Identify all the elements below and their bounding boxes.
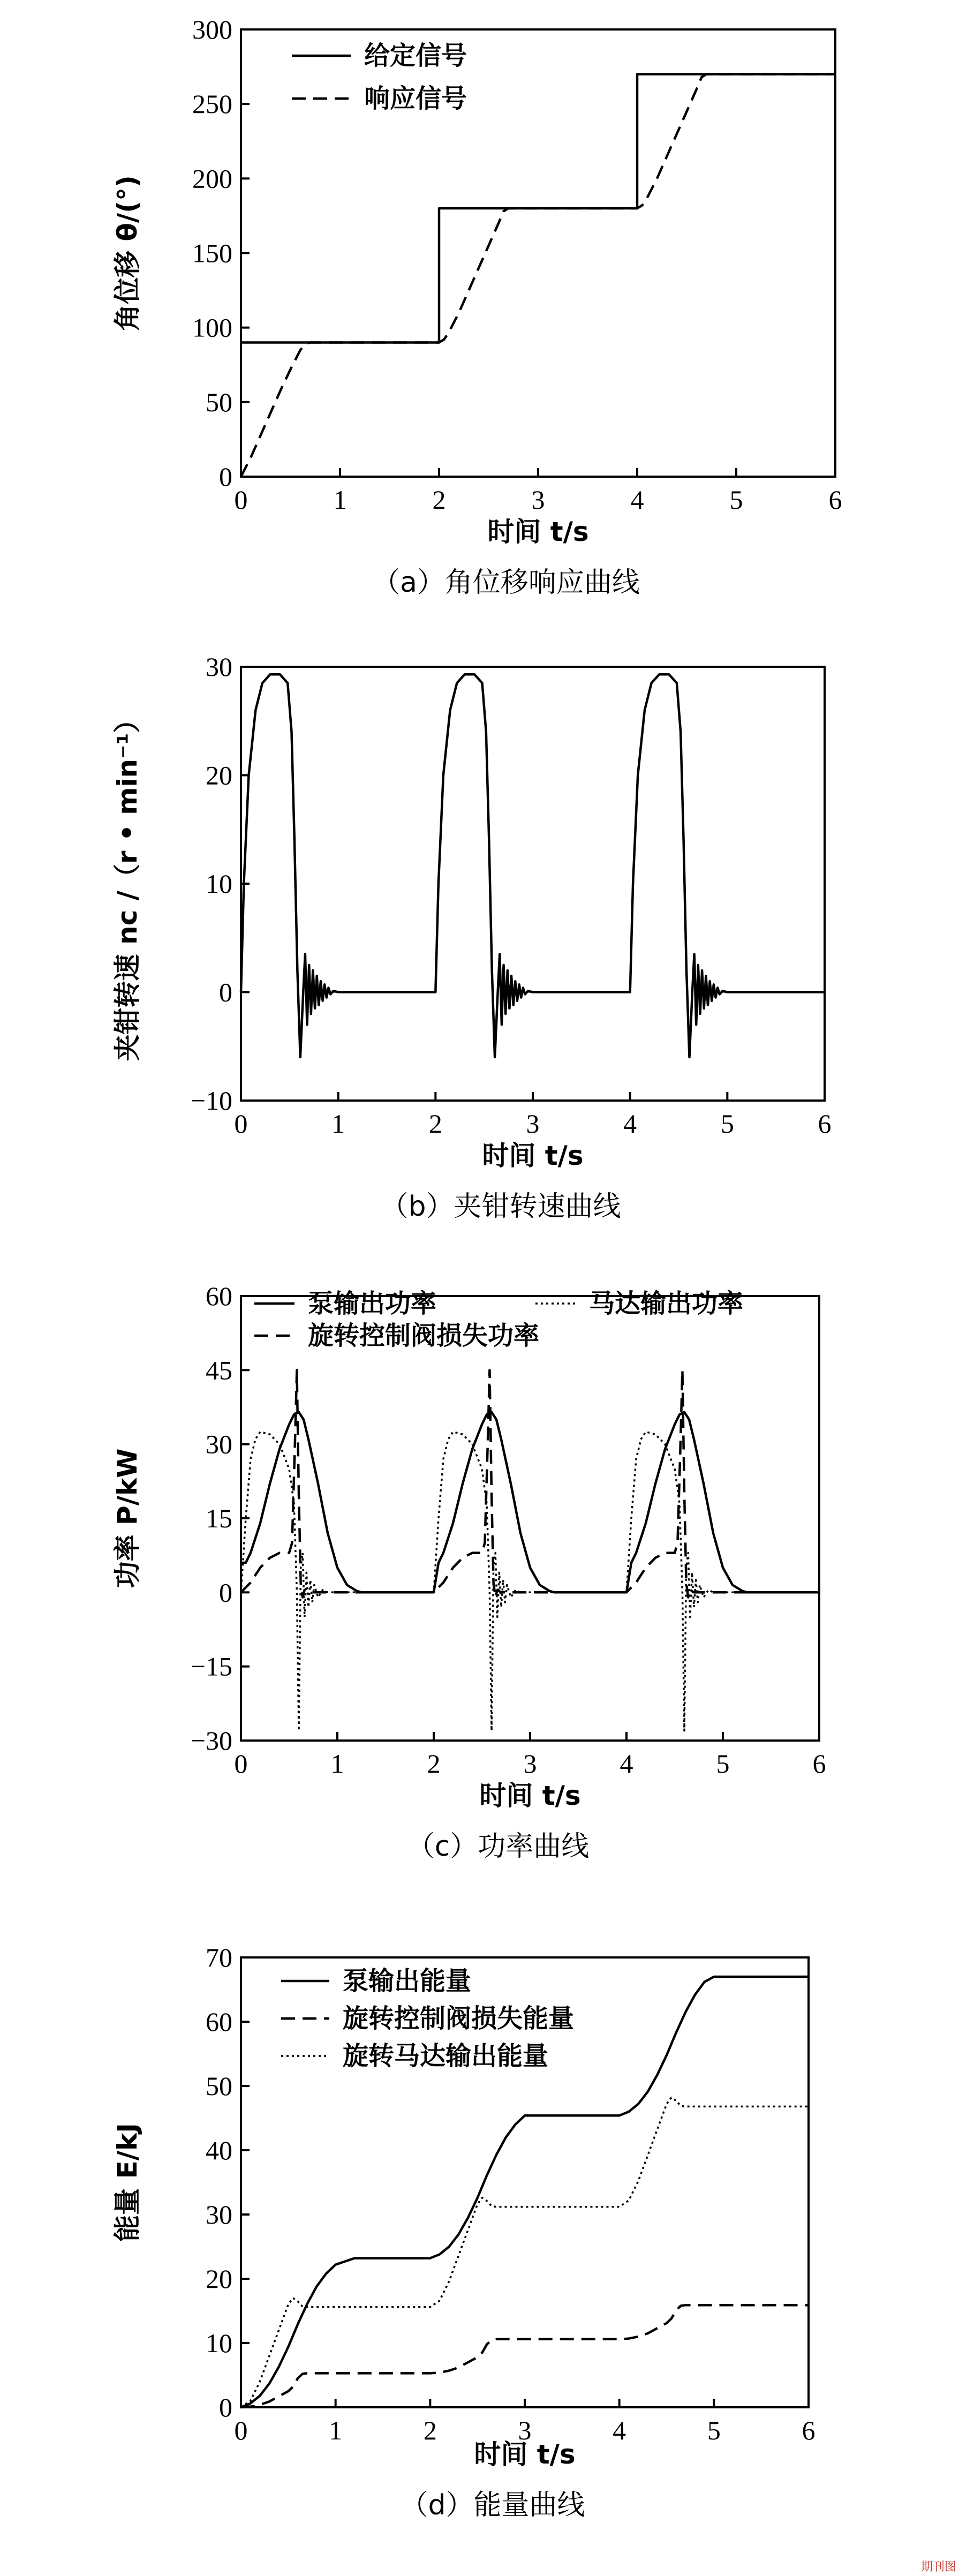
panel-c-power: [112, 1281, 826, 1863]
x-tick-label: 4: [630, 485, 644, 515]
panel-c-y-axis-label: 功率 P/kW: [112, 1448, 143, 1588]
series-line-d-1: [241, 2305, 809, 2407]
y-tick-label: 20: [206, 760, 232, 790]
x-tick-label: 5: [729, 485, 743, 515]
panel-b-caption: （b）夹钳转速曲线: [380, 1191, 621, 1223]
series-line-a-0: [241, 74, 835, 343]
y-tick-label: 0: [219, 2392, 232, 2422]
y-tick-label: 40: [206, 2135, 232, 2165]
panel-c-series: [241, 1370, 819, 1730]
y-tick-label: 10: [206, 2328, 232, 2358]
x-tick-label: 3: [526, 1109, 540, 1139]
series-line-c-1: [241, 1432, 819, 1731]
panel-c-ticks: [191, 1281, 826, 1779]
x-tick-label: 6: [802, 2415, 816, 2445]
x-tick-label: 1: [331, 1109, 345, 1139]
panel-a-angular-displacement: [112, 14, 842, 599]
x-tick-label: 6: [818, 1109, 832, 1139]
panel-d-legend-label-pump: 泵输出能量: [343, 1966, 472, 1996]
x-tick-label: 1: [329, 2415, 343, 2445]
y-tick-label: 250: [192, 89, 232, 119]
panel-b-plot-frame: [241, 667, 825, 1101]
panel-c-legend-label-pump: 泵输出功率: [308, 1289, 437, 1319]
x-tick-label: 6: [812, 1749, 826, 1779]
y-tick-label: 30: [206, 2200, 232, 2229]
panel-d-energy: [112, 1942, 816, 2521]
x-tick-label: 4: [620, 1749, 633, 1779]
y-tick-label: 200: [192, 163, 232, 194]
y-tick-label: 60: [206, 1281, 232, 1311]
y-tick-label: 0: [219, 977, 232, 1007]
x-tick-label: 0: [234, 2415, 248, 2445]
panel-a-plot-frame: [241, 29, 835, 477]
panel-c-x-axis-label: 时间 t/s: [479, 1780, 581, 1811]
x-tick-label: 1: [333, 485, 347, 515]
y-tick-label: 150: [192, 238, 232, 268]
x-tick-label: 2: [427, 1749, 441, 1779]
panel-a-legend-label-given: 给定信号: [364, 41, 467, 71]
panel-d-caption: （d）能量曲线: [400, 2489, 585, 2521]
x-tick-label: 1: [330, 1749, 344, 1779]
panel-a-y-axis-label: 角位移 θ/(°): [112, 175, 143, 331]
y-tick-label: 30: [206, 652, 232, 682]
y-tick-label: 15: [206, 1503, 232, 1533]
series-line-c-0: [241, 1412, 819, 1593]
watermark: 期刊图: [921, 2560, 957, 2574]
y-tick-label: 45: [206, 1355, 232, 1385]
x-tick-label: 5: [716, 1749, 730, 1779]
x-tick-label: 6: [828, 485, 842, 515]
y-tick-label: 20: [206, 2264, 232, 2294]
x-tick-label: 4: [623, 1109, 637, 1139]
panel-d-legend-label-motor: 旋转马达输出能量: [343, 2041, 549, 2071]
panel-c-legend: [254, 1289, 743, 1351]
panel-a-series: [241, 74, 835, 477]
x-tick-label: 0: [234, 1749, 248, 1779]
x-tick-label: 5: [720, 1109, 734, 1139]
y-tick-label: 50: [206, 2071, 232, 2101]
series-line-a-1: [241, 74, 835, 477]
y-tick-label: −15: [190, 1651, 232, 1682]
panel-d-legend-label-valve: 旋转控制阀损失能量: [343, 2003, 575, 2033]
x-tick-label: 4: [613, 2415, 626, 2445]
x-tick-label: 2: [428, 1109, 442, 1139]
x-tick-label: 2: [432, 485, 446, 515]
panel-c-caption: （c）功率曲线: [406, 1831, 590, 1863]
x-tick-label: 0: [234, 485, 248, 515]
series-line-b-0: [241, 674, 825, 1057]
x-tick-label: 3: [518, 2415, 532, 2445]
panel-a-x-axis-label: 时间 t/s: [487, 516, 589, 547]
panel-b-x-axis-label: 时间 t/s: [482, 1140, 584, 1171]
y-tick-label: 30: [206, 1429, 232, 1459]
panel-a-legend: [292, 41, 467, 114]
panel-b-series: [241, 674, 825, 1057]
y-tick-label: 0: [219, 462, 232, 492]
y-tick-label: 70: [206, 1942, 232, 1972]
y-tick-label: 50: [206, 387, 232, 417]
panel-a-ticks: [192, 14, 842, 515]
x-tick-label: 3: [531, 485, 545, 515]
y-tick-label: 0: [219, 1577, 232, 1608]
y-tick-label: −30: [190, 1726, 232, 1756]
y-tick-label: −10: [190, 1086, 232, 1116]
panel-a-legend-label-response: 响应信号: [364, 84, 467, 114]
panel-a-caption: （a）角位移响应曲线: [372, 567, 640, 599]
panel-c-legend-label-valve: 旋转控制阀损失功率: [308, 1321, 540, 1351]
series-line-d-2: [241, 2098, 809, 2407]
x-tick-label: 2: [423, 2415, 437, 2445]
panel-c-legend-label-motor: 马达输出功率: [589, 1289, 744, 1319]
panel-d-y-axis-label: 能量 E/kJ: [112, 2123, 143, 2242]
panel-d-legend: [281, 1966, 574, 2071]
panel-c-plot-frame: [241, 1296, 819, 1741]
y-tick-label: 300: [192, 14, 232, 44]
x-tick-label: 3: [523, 1749, 537, 1779]
y-tick-label: 100: [192, 312, 232, 343]
panel-b-y-axis-label: 夹钳转速 nc /（r • min⁻¹）: [112, 706, 143, 1061]
panel-b-clamp-speed: [112, 652, 832, 1223]
x-tick-label: 5: [707, 2415, 721, 2445]
y-tick-label: 10: [206, 869, 232, 899]
panel-d-x-axis-label: 时间 t/s: [474, 2439, 576, 2470]
y-tick-label: 60: [206, 2007, 232, 2037]
panel-b-ticks: [191, 652, 832, 1139]
x-tick-label: 0: [234, 1109, 248, 1139]
